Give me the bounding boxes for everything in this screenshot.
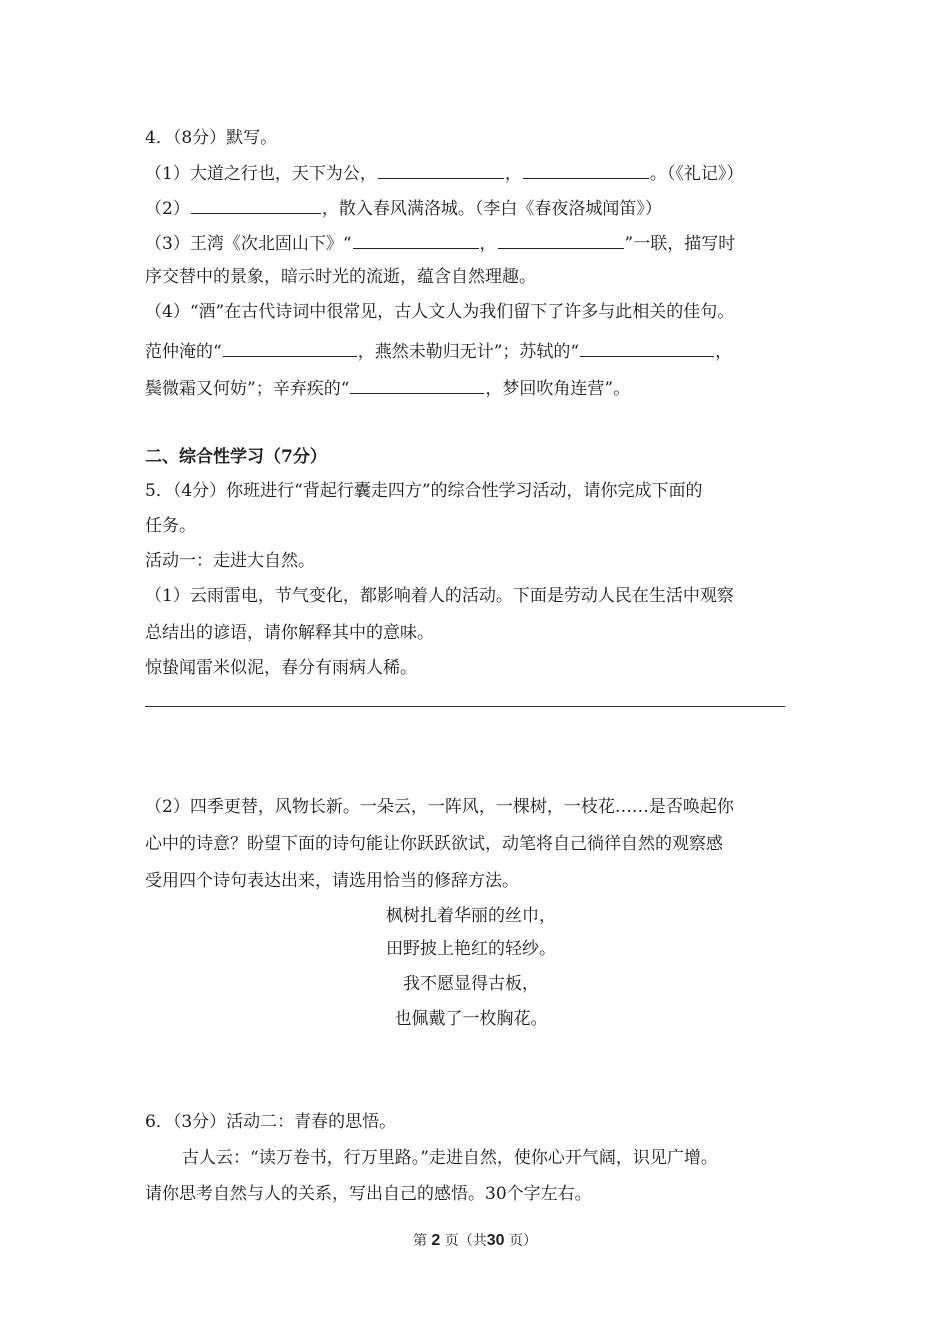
poem-line-3: 我不愿显得古板， — [403, 974, 539, 994]
answer-blank[interactable] — [378, 160, 504, 179]
q5-line1: 5．（4分）你班进行“背起行囊走四方”的综合性学习活动，请你完成下面的 — [145, 481, 703, 501]
answer-blank[interactable] — [191, 195, 321, 214]
q6-line3: 请你思考自然与人的关系，写出自己的感悟。30个字左右。 — [145, 1184, 592, 1204]
q4-part3-line2: 序交替中的景象，暗示时光的流逝，蕴含自然理趣。 — [145, 267, 536, 287]
q5-proverb: 惊蛰闻雷米似泥，春分有雨病人稀。 — [145, 658, 417, 678]
q4-part4-text-c: ， — [715, 342, 733, 362]
q4-part2-text-b: ，散入春风满洛城。（李白《春夜洛城闻笛》） — [321, 199, 662, 219]
answer-blank[interactable] — [498, 230, 624, 249]
q4-part4-line1: （4）“酒”在古代诗词中很常见，古人文人为我们留下了许多与此相关的佳句。 — [145, 302, 735, 322]
q4-part4-text-a: 范仲淹的“ — [145, 342, 222, 362]
q5-line2: 任务。 — [145, 516, 196, 536]
section-heading: 二、综合性学习（7分） — [145, 447, 327, 467]
q4-part2 — [145, 195, 662, 221]
poem-line-2: 田野披上艳红的轻纱。 — [386, 939, 556, 959]
q5-sub1-line1: （1）云雨雷电，节气变化，都影响着人的活动。下面是劳动人民在生活中观察 — [145, 586, 734, 606]
q4-part3-text-b: ， — [479, 234, 497, 254]
total-pages: 30 — [486, 1232, 505, 1249]
answer-blank[interactable] — [353, 230, 479, 249]
q4-part4-text-e: ，梦回吹角连营”。 — [485, 379, 631, 399]
poem-line-1: 枫树扎着华丽的丝巾， — [386, 906, 556, 926]
footer-middle: 页（共 — [444, 1233, 487, 1249]
answer-blank[interactable] — [523, 160, 649, 179]
q4-part1-text-c: 。（《礼记》） — [649, 164, 744, 184]
poem-line-4: 也佩戴了一枚胸花。 — [394, 1009, 548, 1029]
q5-activity1: 活动一：走进大自然。 — [145, 551, 315, 571]
q6-line2: 古人云：“读万卷书，行万里路。”走进自然，使你心开气阔，识见广增。 — [182, 1148, 718, 1168]
footer-suffix: 页） — [509, 1233, 538, 1249]
q4-part4-line3 — [145, 375, 630, 401]
q4-part2-text-a: （2） — [145, 199, 190, 219]
q4-part1-text-b: ， — [504, 164, 522, 184]
q5-sub2-line1: （2）四季更替，风物长新。一朵云，一阵风，一棵树，一枝花……是否唤起你 — [145, 797, 734, 817]
q4-part4-text-b: ，燕然未勒归无计”；苏轼的“ — [357, 342, 580, 362]
answer-line[interactable] — [145, 706, 785, 707]
q4-part4-text-d: 鬓微霜又何妨”；辛弃疾的“ — [145, 379, 350, 399]
answer-blank[interactable] — [223, 338, 357, 357]
answer-blank[interactable] — [580, 338, 714, 357]
q4-part1 — [145, 160, 743, 186]
q6-line1: 6．（3分）活动二：青春的思悟。 — [145, 1112, 397, 1132]
q5-sub2-line3: 受用四个诗句表达出来，请选用恰当的修辞方法。 — [145, 871, 519, 891]
q4-part1-text-a: （1）大道之行也，天下为公， — [145, 164, 377, 184]
q4-part3 — [145, 230, 735, 256]
q5-sub1-line2: 总结出的谚语，请你解释其中的意味。 — [145, 623, 434, 643]
q4-part4-line2 — [145, 338, 732, 364]
q4-part3-text-a: （3）王湾《次北固山下》“ — [145, 234, 352, 254]
footer-prefix: 第 — [412, 1233, 427, 1249]
page-footer — [0, 1229, 950, 1253]
answer-blank[interactable] — [350, 375, 484, 394]
q4-part3-text-c: ”一联，描写时 — [624, 234, 736, 254]
q5-sub2-line2: 心中的诗意？盼望下面的诗句能让你跃跃欲试，动笔将自己徜徉自然的观察感 — [145, 834, 723, 854]
page-number: 2 — [431, 1232, 441, 1249]
q4-title: 4．（8分）默写。 — [145, 128, 278, 148]
